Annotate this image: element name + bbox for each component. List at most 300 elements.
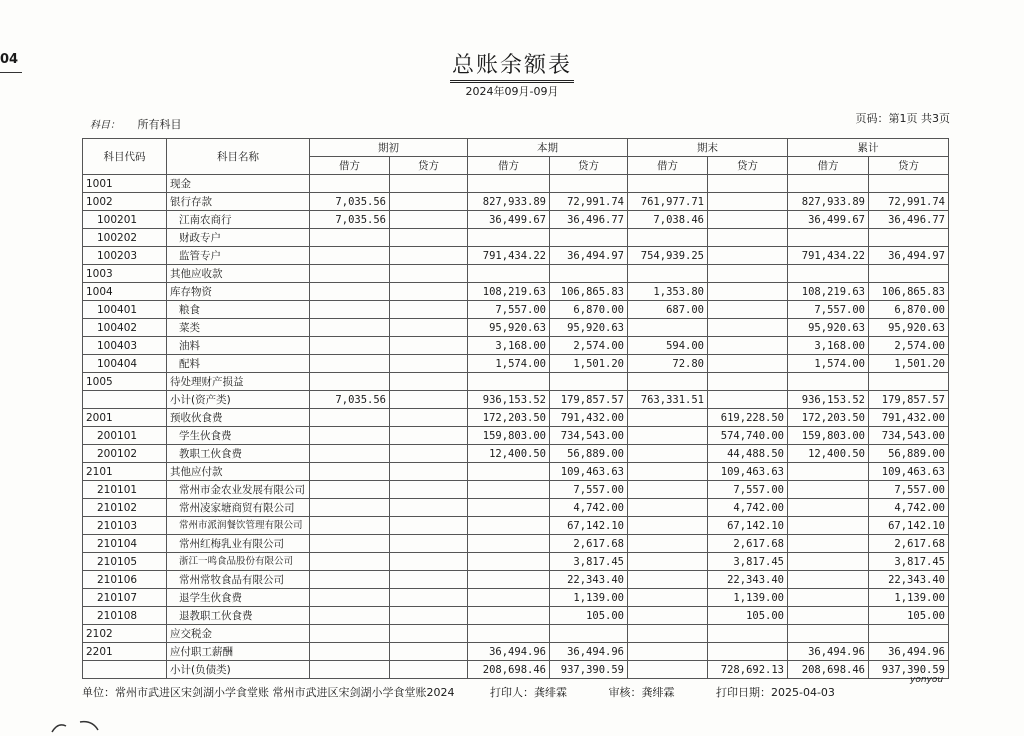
table-row [83, 607, 949, 625]
account-name: 现金 [167, 175, 310, 193]
table-row [83, 265, 949, 283]
table-row [83, 535, 949, 553]
account-code [83, 391, 167, 409]
current-debit-cell: 827,933.89 [468, 193, 550, 211]
cumulative-credit-cell: 67,142.10 [869, 517, 949, 535]
closing-debit-cell [628, 175, 708, 193]
table-row [83, 625, 949, 643]
account-name: 常州红梅乳业有限公司 [167, 535, 310, 553]
report-title-wrap [0, 48, 1024, 83]
cumulative-credit-cell: 2,574.00 [869, 337, 949, 355]
opening-debit-cell [310, 337, 390, 355]
cumulative-credit-cell: 6,870.00 [869, 301, 949, 319]
table-row [83, 193, 949, 211]
current-credit-cell: 106,865.83 [550, 283, 628, 301]
cumulative-debit-cell [788, 463, 869, 481]
opening-credit-cell [390, 355, 468, 373]
current-debit-cell [468, 265, 550, 283]
scope-value: 所有科目 [137, 118, 182, 131]
unit-value: 常州市武进区宋剑湖小学食堂账 常州市武进区宋剑湖小学食堂账2024 [115, 686, 455, 699]
table-row [83, 571, 949, 589]
opening-credit-cell [390, 661, 468, 679]
table-row [83, 337, 949, 355]
opening-debit-cell [310, 625, 390, 643]
account-code: 100401 [83, 301, 167, 319]
table-row [83, 499, 949, 517]
current-credit-cell: 36,494.96 [550, 643, 628, 661]
cumulative-credit-cell: 105.00 [869, 607, 949, 625]
closing-credit-cell: 728,692.13 [708, 661, 788, 679]
closing-credit-cell: 619,228.50 [708, 409, 788, 427]
opening-credit-cell [390, 283, 468, 301]
current-debit-cell: 36,494.96 [468, 643, 550, 661]
table-row [83, 409, 949, 427]
cumulative-credit-cell [869, 229, 949, 247]
account-code: 210106 [83, 571, 167, 589]
closing-debit-cell: 754,939.25 [628, 247, 708, 265]
opening-debit-cell [310, 499, 390, 517]
cumulative-debit-cell [788, 373, 869, 391]
account-code: 210107 [83, 589, 167, 607]
header-opening: 期初 [310, 139, 468, 157]
opening-debit-cell: 7,035.56 [310, 391, 390, 409]
account-code: 2101 [83, 463, 167, 481]
current-debit-cell [468, 175, 550, 193]
opening-credit-cell [390, 517, 468, 535]
current-credit-cell: 7,557.00 [550, 481, 628, 499]
cumulative-debit-cell [788, 607, 869, 625]
table-row [83, 553, 949, 571]
account-code: 210108 [83, 607, 167, 625]
opening-credit-cell [390, 391, 468, 409]
table-header [83, 139, 949, 175]
table-row [83, 373, 949, 391]
current-credit-cell: 937,390.59 [550, 661, 628, 679]
cumulative-credit-cell: 1,139.00 [869, 589, 949, 607]
opening-debit-cell [310, 463, 390, 481]
current-credit-cell: 36,496.77 [550, 211, 628, 229]
current-debit-cell: 172,203.50 [468, 409, 550, 427]
opening-debit-cell [310, 643, 390, 661]
table-row [83, 355, 949, 373]
closing-credit-cell: 22,343.40 [708, 571, 788, 589]
opening-credit-cell [390, 571, 468, 589]
closing-credit-cell [708, 283, 788, 301]
current-debit-cell: 12,400.50 [468, 445, 550, 463]
closing-debit-cell: 1,353.80 [628, 283, 708, 301]
printer-label: 打印人： [490, 686, 534, 699]
current-debit-cell: 1,574.00 [468, 355, 550, 373]
opening-credit-cell [390, 607, 468, 625]
current-credit-cell: 791,432.00 [550, 409, 628, 427]
print-date-value: 2025-04-03 [771, 686, 835, 699]
cumulative-credit-cell [869, 265, 949, 283]
current-credit-cell: 56,889.00 [550, 445, 628, 463]
account-code: 2102 [83, 625, 167, 643]
cumulative-debit-cell [788, 175, 869, 193]
current-debit-cell [468, 607, 550, 625]
account-code: 1004 [83, 283, 167, 301]
table-body [83, 175, 949, 679]
closing-debit-cell [628, 643, 708, 661]
closing-debit-cell [628, 319, 708, 337]
closing-debit-cell [628, 481, 708, 499]
cumulative-credit-cell: 22,343.40 [869, 571, 949, 589]
cumulative-debit-cell: 36,494.96 [788, 643, 869, 661]
closing-debit-cell [628, 517, 708, 535]
corner-mark: 04 [0, 52, 19, 67]
current-debit-cell [468, 499, 550, 517]
account-code: 210101 [83, 481, 167, 499]
closing-credit-cell [708, 229, 788, 247]
opening-credit-cell [390, 553, 468, 571]
opening-credit-cell [390, 337, 468, 355]
current-credit-cell: 109,463.63 [550, 463, 628, 481]
current-debit-cell [468, 625, 550, 643]
cumulative-debit-cell: 7,557.00 [788, 301, 869, 319]
closing-credit-cell [708, 319, 788, 337]
cumulative-credit-cell: 179,857.57 [869, 391, 949, 409]
cumulative-credit-cell: 7,557.00 [869, 481, 949, 499]
current-credit-cell: 4,742.00 [550, 499, 628, 517]
current-credit-cell: 72,991.74 [550, 193, 628, 211]
cumulative-debit-cell [788, 499, 869, 517]
opening-credit-cell [390, 175, 468, 193]
account-code: 1005 [83, 373, 167, 391]
account-scope [90, 116, 182, 132]
closing-debit-cell [628, 625, 708, 643]
closing-debit-cell [628, 229, 708, 247]
current-credit-cell: 36,494.97 [550, 247, 628, 265]
cumulative-credit-cell: 109,463.63 [869, 463, 949, 481]
closing-credit-cell: 44,488.50 [708, 445, 788, 463]
account-name: 预收伙食费 [167, 409, 310, 427]
opening-debit-cell [310, 535, 390, 553]
ledger-table [82, 138, 949, 679]
cumulative-debit-cell: 3,168.00 [788, 337, 869, 355]
account-code: 100202 [83, 229, 167, 247]
cumulative-debit-cell [788, 517, 869, 535]
current-credit-cell [550, 373, 628, 391]
cumulative-credit-cell: 937,390.59 [869, 661, 949, 679]
table-row [83, 517, 949, 535]
current-debit-cell [468, 571, 550, 589]
table-row [83, 229, 949, 247]
header-current: 本期 [468, 139, 628, 157]
table-row [83, 301, 949, 319]
account-code: 1002 [83, 193, 167, 211]
closing-debit-cell [628, 445, 708, 463]
opening-debit-cell [310, 247, 390, 265]
opening-credit-cell [390, 643, 468, 661]
closing-credit-cell: 105.00 [708, 607, 788, 625]
closing-debit-cell [628, 589, 708, 607]
table-row [83, 427, 949, 445]
opening-debit-cell [310, 355, 390, 373]
opening-debit-cell [310, 481, 390, 499]
current-debit-cell: 108,219.63 [468, 283, 550, 301]
account-code: 200102 [83, 445, 167, 463]
cumulative-debit-cell [788, 265, 869, 283]
opening-debit-cell [310, 571, 390, 589]
opening-debit-cell: 7,035.56 [310, 211, 390, 229]
opening-debit-cell [310, 409, 390, 427]
unit-label: 单位： [82, 686, 115, 699]
printer-value: 龚绯霖 [534, 686, 567, 699]
current-credit-cell: 3,817.45 [550, 553, 628, 571]
table-row [83, 643, 949, 661]
account-name: 银行存款 [167, 193, 310, 211]
current-debit-cell [468, 481, 550, 499]
table-row [83, 463, 949, 481]
opening-debit-cell [310, 319, 390, 337]
account-name: 常州常牧食品有限公司 [167, 571, 310, 589]
cumulative-credit-cell: 106,865.83 [869, 283, 949, 301]
closing-debit-cell [628, 553, 708, 571]
cumulative-credit-cell: 56,889.00 [869, 445, 949, 463]
opening-credit-cell [390, 193, 468, 211]
table-row [83, 661, 949, 679]
cumulative-credit-cell: 36,494.96 [869, 643, 949, 661]
opening-credit-cell [390, 625, 468, 643]
current-debit-cell: 208,698.46 [468, 661, 550, 679]
closing-credit-cell [708, 355, 788, 373]
cumulative-credit-cell: 72,991.74 [869, 193, 949, 211]
cumulative-credit-cell: 95,920.63 [869, 319, 949, 337]
header-credit: 贷方 [550, 157, 628, 175]
current-credit-cell [550, 229, 628, 247]
account-code: 100403 [83, 337, 167, 355]
header-credit: 贷方 [869, 157, 949, 175]
closing-credit-cell [708, 247, 788, 265]
closing-credit-cell: 3,817.45 [708, 553, 788, 571]
closing-credit-cell: 2,617.68 [708, 535, 788, 553]
account-name: 粮食 [167, 301, 310, 319]
report-footer [82, 684, 962, 700]
account-name: 浙江一鸣食品股份有限公司 [167, 553, 310, 571]
account-code: 100203 [83, 247, 167, 265]
opening-debit-cell [310, 265, 390, 283]
account-name: 应付职工薪酬 [167, 643, 310, 661]
account-name: 监管专户 [167, 247, 310, 265]
closing-credit-cell [708, 265, 788, 283]
account-name: 常州凌家塘商贸有限公司 [167, 499, 310, 517]
current-debit-cell [468, 535, 550, 553]
reviewer-label: 审核： [608, 686, 642, 699]
cumulative-debit-cell: 95,920.63 [788, 319, 869, 337]
report-period: 2024年09月-09月 [465, 85, 559, 98]
closing-debit-cell [628, 373, 708, 391]
current-debit-cell [468, 229, 550, 247]
current-credit-cell: 67,142.10 [550, 517, 628, 535]
closing-debit-cell: 7,038.46 [628, 211, 708, 229]
closing-credit-cell [708, 337, 788, 355]
cumulative-debit-cell: 208,698.46 [788, 661, 869, 679]
current-credit-cell: 6,870.00 [550, 301, 628, 319]
header-debit: 借方 [310, 157, 390, 175]
current-debit-cell: 7,557.00 [468, 301, 550, 319]
closing-credit-cell [708, 211, 788, 229]
opening-credit-cell [390, 265, 468, 283]
cumulative-debit-cell: 791,434.22 [788, 247, 869, 265]
closing-debit-cell [628, 265, 708, 283]
opening-debit-cell [310, 553, 390, 571]
closing-debit-cell [628, 571, 708, 589]
account-code: 100402 [83, 319, 167, 337]
account-code: 100201 [83, 211, 167, 229]
opening-debit-cell [310, 661, 390, 679]
account-code: 210105 [83, 553, 167, 571]
cumulative-debit-cell: 172,203.50 [788, 409, 869, 427]
header-debit: 借方 [468, 157, 550, 175]
account-name: 小计(资产类) [167, 391, 310, 409]
account-code: 200101 [83, 427, 167, 445]
opening-credit-cell [390, 373, 468, 391]
cumulative-debit-cell: 827,933.89 [788, 193, 869, 211]
current-credit-cell [550, 265, 628, 283]
account-name: 常州市金农业发展有限公司 [167, 481, 310, 499]
opening-debit-cell [310, 229, 390, 247]
table-row [83, 481, 949, 499]
header-debit: 借方 [628, 157, 708, 175]
closing-debit-cell: 761,977.71 [628, 193, 708, 211]
opening-credit-cell [390, 445, 468, 463]
cumulative-credit-cell: 36,494.97 [869, 247, 949, 265]
opening-debit-cell [310, 301, 390, 319]
closing-credit-cell [708, 301, 788, 319]
table-row [83, 319, 949, 337]
table-row [83, 175, 949, 193]
current-credit-cell: 22,343.40 [550, 571, 628, 589]
header-name: 科目名称 [167, 139, 310, 175]
current-credit-cell: 105.00 [550, 607, 628, 625]
page-info: 页码：第1页 共3页 [855, 112, 950, 125]
account-name: 应交税金 [167, 625, 310, 643]
account-code: 210104 [83, 535, 167, 553]
closing-debit-cell [628, 535, 708, 553]
closing-debit-cell [628, 463, 708, 481]
opening-debit-cell [310, 607, 390, 625]
account-name: 配料 [167, 355, 310, 373]
cumulative-credit-cell: 36,496.77 [869, 211, 949, 229]
header-credit: 贷方 [390, 157, 468, 175]
current-debit-cell [468, 589, 550, 607]
current-debit-cell: 36,499.67 [468, 211, 550, 229]
current-debit-cell [468, 553, 550, 571]
closing-debit-cell: 763,331.51 [628, 391, 708, 409]
opening-credit-cell [390, 211, 468, 229]
closing-debit-cell [628, 409, 708, 427]
closing-credit-cell [708, 193, 788, 211]
account-name: 江南农商行 [167, 211, 310, 229]
table-row [83, 445, 949, 463]
opening-debit-cell [310, 427, 390, 445]
closing-credit-cell: 574,740.00 [708, 427, 788, 445]
opening-credit-cell [390, 229, 468, 247]
opening-debit-cell [310, 445, 390, 463]
closing-credit-cell [708, 625, 788, 643]
current-debit-cell: 3,168.00 [468, 337, 550, 355]
cumulative-debit-cell [788, 553, 869, 571]
closing-debit-cell [628, 427, 708, 445]
current-debit-cell: 791,434.22 [468, 247, 550, 265]
account-name: 小计(负债类) [167, 661, 310, 679]
opening-credit-cell [390, 301, 468, 319]
closing-credit-cell: 67,142.10 [708, 517, 788, 535]
current-credit-cell [550, 175, 628, 193]
closing-credit-cell: 109,463.63 [708, 463, 788, 481]
closing-debit-cell [628, 499, 708, 517]
account-name: 油料 [167, 337, 310, 355]
brand-logo: yonyou [910, 675, 944, 685]
opening-credit-cell [390, 247, 468, 265]
opening-debit-cell: 7,035.56 [310, 193, 390, 211]
account-code: 1001 [83, 175, 167, 193]
account-name: 菜类 [167, 319, 310, 337]
current-debit-cell: 159,803.00 [468, 427, 550, 445]
account-code: 210103 [83, 517, 167, 535]
cumulative-credit-cell: 1,501.20 [869, 355, 949, 373]
account-name: 待处理财产损益 [167, 373, 310, 391]
account-name: 退学生伙食费 [167, 589, 310, 607]
account-code: 2201 [83, 643, 167, 661]
account-name: 常州市派润餐饮管理有限公司 [167, 517, 310, 535]
cumulative-debit-cell: 936,153.52 [788, 391, 869, 409]
account-name: 学生伙食费 [167, 427, 310, 445]
account-name: 其他应付款 [167, 463, 310, 481]
cumulative-debit-cell [788, 535, 869, 553]
cumulative-credit-cell: 791,432.00 [869, 409, 949, 427]
opening-debit-cell [310, 589, 390, 607]
cumulative-debit-cell [788, 571, 869, 589]
closing-credit-cell [708, 175, 788, 193]
closing-debit-cell [628, 661, 708, 679]
opening-debit-cell [310, 517, 390, 535]
header-cumulative: 累计 [788, 139, 949, 157]
account-name: 财政专户 [167, 229, 310, 247]
cumulative-credit-cell: 734,543.00 [869, 427, 949, 445]
current-credit-cell: 95,920.63 [550, 319, 628, 337]
cumulative-credit-cell: 3,817.45 [869, 553, 949, 571]
current-debit-cell [468, 463, 550, 481]
current-debit-cell: 936,153.52 [468, 391, 550, 409]
closing-debit-cell: 687.00 [628, 301, 708, 319]
current-credit-cell: 2,617.68 [550, 535, 628, 553]
closing-debit-cell [628, 607, 708, 625]
table-row [83, 247, 949, 265]
report-title: 总账余额表 [450, 48, 574, 83]
current-credit-cell [550, 625, 628, 643]
cumulative-credit-cell: 4,742.00 [869, 499, 949, 517]
pen-mark [48, 716, 108, 736]
closing-debit-cell: 72.80 [628, 355, 708, 373]
cumulative-debit-cell [788, 481, 869, 499]
account-code: 210102 [83, 499, 167, 517]
opening-credit-cell [390, 427, 468, 445]
cumulative-debit-cell [788, 625, 869, 643]
current-credit-cell: 1,139.00 [550, 589, 628, 607]
account-code [83, 661, 167, 679]
current-credit-cell: 2,574.00 [550, 337, 628, 355]
opening-debit-cell [310, 373, 390, 391]
opening-credit-cell [390, 463, 468, 481]
current-debit-cell: 95,920.63 [468, 319, 550, 337]
current-debit-cell [468, 373, 550, 391]
cumulative-credit-cell [869, 625, 949, 643]
opening-credit-cell [390, 499, 468, 517]
closing-credit-cell [708, 643, 788, 661]
opening-credit-cell [390, 589, 468, 607]
